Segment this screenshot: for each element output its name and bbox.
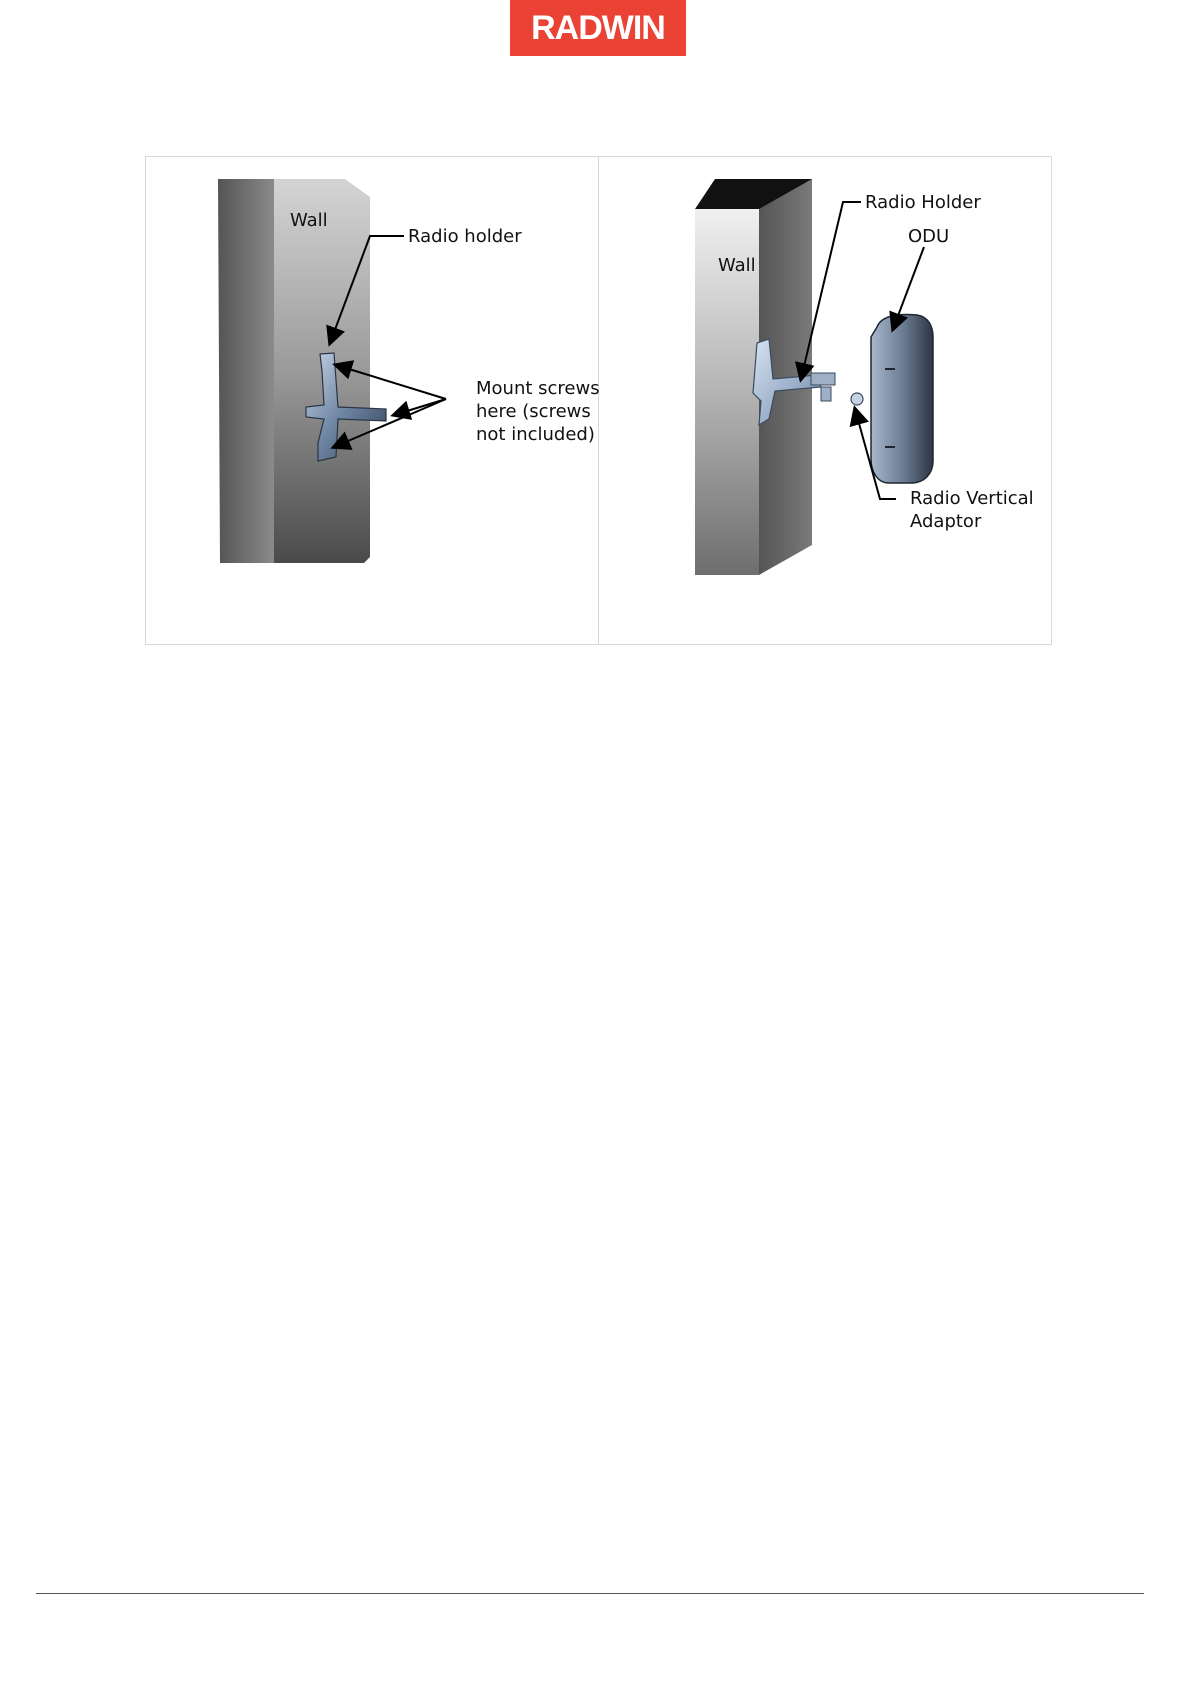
wall-with-odu-drawing [599,157,1051,644]
screws-label-line-2: here (screws [476,401,591,422]
radio-holder-label-left: Radio holder [408,226,522,247]
adaptor-label-line-1: Radio Vertical [910,488,1034,509]
radwin-logo [510,0,686,56]
odu-label: ODU [908,226,950,247]
footer-rule [36,1593,1144,1594]
wall-mount-illustration-right [599,157,1051,644]
wall-label-right: Wall [718,255,756,276]
wall-label-left: Wall [290,210,328,231]
screws-label-line-3: not included) [476,424,595,445]
radio-holder-label-right: Radio Holder [865,192,981,213]
screws-label-line-1: Mount screws [476,378,600,399]
logo-text: RADWIN [531,8,665,47]
adaptor-label-line-2: Adaptor [910,511,982,532]
wall-mount-illustration-left [146,157,598,644]
